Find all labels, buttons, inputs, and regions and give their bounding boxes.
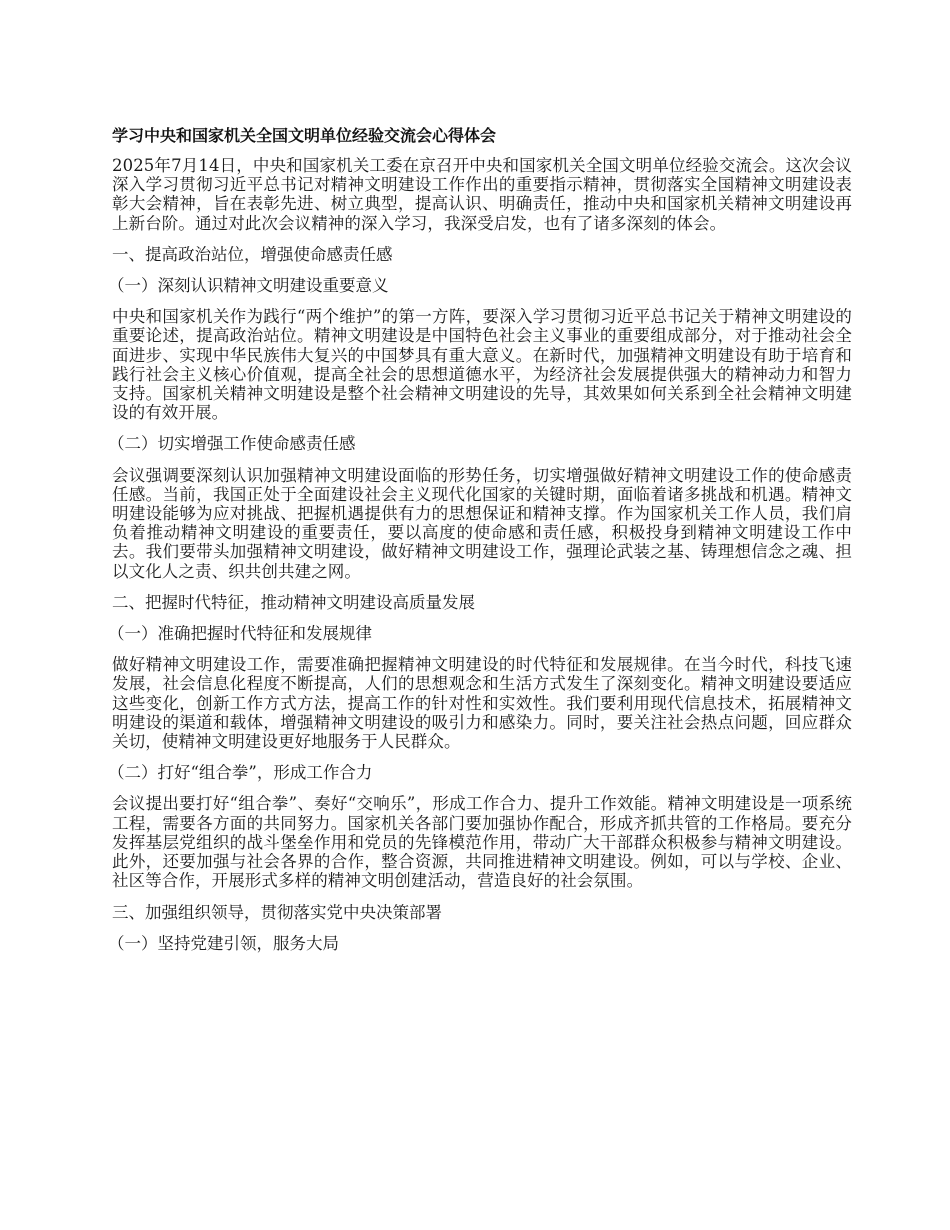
document-title: 学习中央和国家机关全国文明单位经验交流会心得体会: [112, 126, 497, 145]
section-heading-1: 一、提高政治站位，增强使命感责任感: [112, 244, 393, 264]
subsection-heading-2-2: （二）打好“组合拳”，形成工作合力: [108, 763, 373, 783]
subsection-heading-2-1: （一）准确把握时代特征和发展规律: [108, 624, 372, 644]
document-page: [108, 126, 852, 965]
body-paragraph: 会议提出要打好“组合拳”、奏好“交响乐”，形成工作合力、提升工作效能。精神文明建设是一项系统工程，需要各方面的共同努力。国家机关各部门要加强协作配合，形成齐抓共管的工作格局。要充分发挥基层党组织的战斗堡垒作用和党员的先锋模范作用，带动广大干部群众积极参与精神文明建设。此外，还要加强与社会各界的合作，整合资源，共同推进精神文明建设。例如，可以与学校、企业、社区等合作，开展形式多样的精神文明创建活动，营造良好的社会氛围。: [112, 794, 852, 891]
subsection-heading-3-1: （一）坚持党建引领，服务大局: [108, 933, 339, 953]
body-paragraph: 中央和国家机关作为践行“两个维护”的第一方阵，要深入学习贯彻习近平总书记关于精神文明建设的重要论述，提高政治站位。精神文明建设是中国特色社会主义事业的重要组成部分，对于推动社会全面进步、实现中华民族伟大复兴的中国梦具有重大意义。在新时代，加强精神文明建设有助于培育和践行社会主义核心价值观，提高全社会的思想道德水平，为经济社会发展提供强大的精神动力和智力支持。国家机关精神文明建设是整个社会精神文明建设的先导，其效果如何关系到全社会精神文明建设的有效开展。: [112, 307, 852, 423]
body-paragraph: 做好精神文明建设工作，需要准确把握精神文明建设的时代特征和发展规律。在当今时代，科技飞速发展，社会信息化程度不断提高，人们的思想观念和生活方式发生了深刻变化。精神文明建设要适应这些变化，创新工作方式方法，提高工作的针对性和实效性。我们要利用现代信息技术，拓展精神文明建设的渠道和载体，增强精神文明建设的吸引力和感染力。同时，要关注社会热点问题，回应群众关切，使精神文明建设更好地服务于人民群众。: [112, 655, 852, 752]
subsection-heading-1-2: （二）切实增强工作使命感责任感: [108, 434, 356, 454]
subsection-heading-1-1: （一）深刻认识精神文明建设重要意义: [108, 276, 389, 296]
section-heading-3: 三、加强组织领导，贯彻落实党中央决策部署: [112, 902, 442, 922]
intro-paragraph: 2025年7月14日，中央和国家机关工委在京召开中央和国家机关全国文明单位经验交流会。这次会议深入学习贯彻习近平总书记对精神文明建设工作作出的重要指示精神，贯彻落实全国精神文明建设表彰大会精神，旨在表彰先进、树立典型，提高认识、明确责任，推动中央和国家机关精神文明建设再上新台阶。通过对此次会议精神的深入学习，我深受启发，也有了诸多深刻的体会。: [112, 156, 852, 233]
section-heading-2: 二、把握时代特征，推动精神文明建设高质量发展: [112, 592, 475, 612]
body-paragraph: 会议强调要深刻认识加强精神文明建设面临的形势任务，切实增强做好精神文明建设工作的使命感责任感。当前，我国正处于全面建设社会主义现代化国家的关键时期，面临着诸多挑战和机遇。精神文明建设能够为应对挑战、把握机遇提供有力的思想保证和精神支撑。作为国家机关工作人员，我们肩负着推动精神文明建设的重要责任，要以高度的使命感和责任感，积极投身到精神文明建设工作中去。我们要带头加强精神文明建设，做好精神文明建设工作，强理论武装之基、铸理想信念之魂、担以文化人之责、织共创共建之网。: [112, 465, 852, 581]
